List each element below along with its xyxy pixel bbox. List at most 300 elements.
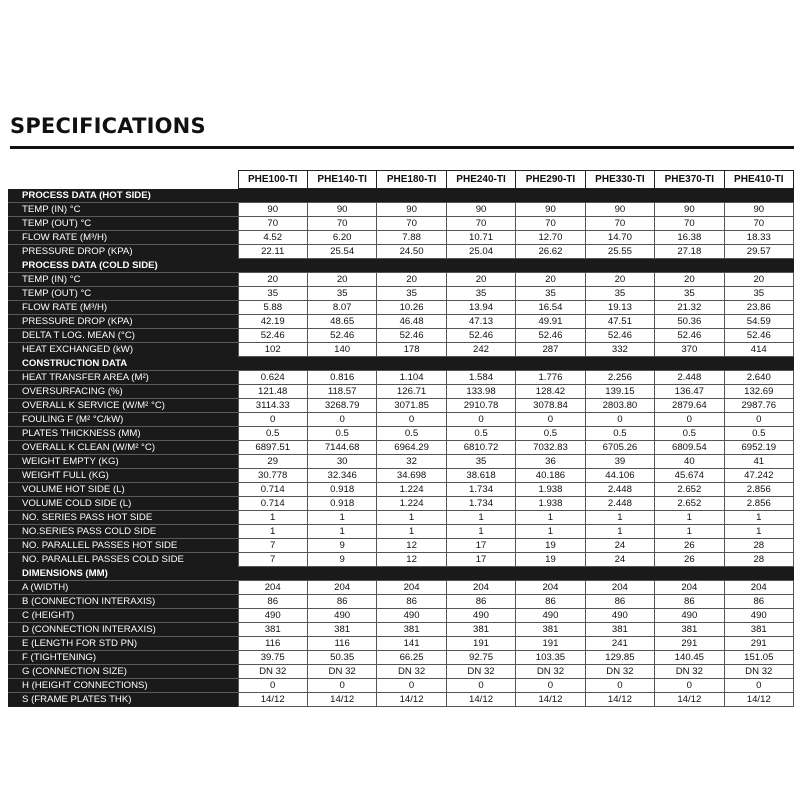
table-cell: 0 [238,413,307,427]
table-cell: 0.5 [307,427,376,441]
table-row [8,497,794,511]
table-cell: 24 [585,539,654,553]
table-row [8,539,794,553]
table-cell: 12 [377,553,446,567]
table-cell: 0.714 [238,483,307,497]
table-cell: 3071.85 [377,399,446,413]
table-cell: 35 [724,287,793,301]
row-label: S (FRAME PLATES THK) [8,693,238,707]
table-cell: 86 [238,595,307,609]
table-cell: 42.19 [238,315,307,329]
table-cell: 9 [307,553,376,567]
row-label: OVERSURFACING (%) [8,385,238,399]
table-cell: DN 32 [655,665,724,679]
table-row [8,427,794,441]
table-cell: 2.640 [724,371,793,385]
table-cell: 0.918 [307,497,376,511]
table-cell: 490 [724,609,793,623]
table-cell: 1 [585,525,654,539]
table-cell: 490 [446,609,515,623]
table-cell: 118.57 [307,385,376,399]
table-body [8,189,794,707]
table-cell: 2.856 [724,483,793,497]
table-cell: 2.652 [655,483,724,497]
table-cell: 41 [724,455,793,469]
table-cell: 0 [585,413,654,427]
table-cell: 20 [516,273,585,287]
table-cell: 86 [307,595,376,609]
table-cell: 24.50 [377,245,446,259]
table-cell: 35 [516,287,585,301]
table-cell: 35 [655,287,724,301]
table-cell: 19.13 [585,301,654,315]
table-cell: 25.04 [446,245,515,259]
table-row [8,385,794,399]
model-column-header: PHE240-TI [446,171,515,189]
table-row [8,399,794,413]
table-cell: 0.5 [724,427,793,441]
table-cell: 28 [724,553,793,567]
table-cell: 14.70 [585,231,654,245]
table-cell: 2.448 [585,483,654,497]
table-cell: 50.35 [307,651,376,665]
table-cell: 90 [724,203,793,217]
row-label: TEMP (IN) °C [8,203,238,217]
table-cell: 204 [655,581,724,595]
table-cell: 103.35 [516,651,585,665]
table-cell: 52.46 [377,329,446,343]
table-cell: 14/12 [585,693,654,707]
table-row [8,553,794,567]
table-cell: 29 [238,455,307,469]
table-cell: 242 [446,343,515,357]
table-row [8,287,794,301]
table-cell: 1 [655,511,724,525]
table-cell: 0.918 [307,483,376,497]
table-cell: 490 [655,609,724,623]
table-cell: DN 32 [307,665,376,679]
table-row [8,441,794,455]
table-cell: 12.70 [516,231,585,245]
table-cell: 0.5 [446,427,515,441]
table-cell: 46.48 [377,315,446,329]
table-cell: 2.256 [585,371,654,385]
table-cell: 35 [238,287,307,301]
table-cell: 1.776 [516,371,585,385]
table-cell: 381 [238,623,307,637]
table-cell: DN 32 [585,665,654,679]
table-cell: 2.652 [655,497,724,511]
row-label: A (WIDTH) [8,581,238,595]
table-cell: 52.46 [307,329,376,343]
table-cell: 90 [307,203,376,217]
model-header-row [8,171,794,189]
table-cell: 86 [724,595,793,609]
row-label: E (LENGTH FOR STD PN) [8,637,238,651]
table-cell: 8.07 [307,301,376,315]
table-cell: 6.20 [307,231,376,245]
table-cell: 4.52 [238,231,307,245]
row-label: FLOW RATE (M³/H) [8,231,238,245]
table-cell: 381 [446,623,515,637]
row-label: NO.SERIES PASS COLD SIDE [8,525,238,539]
table-cell: DN 32 [446,665,515,679]
table-row [8,651,794,665]
table-cell: 66.25 [377,651,446,665]
table-cell: 20 [446,273,515,287]
table-cell: 86 [377,595,446,609]
table-cell: 2987.76 [724,399,793,413]
table-cell: 14/12 [516,693,585,707]
table-cell: 48.65 [307,315,376,329]
table-cell: DN 32 [516,665,585,679]
table-cell: 191 [446,637,515,651]
table-cell: 1 [307,525,376,539]
row-label: NO. PARALLEL PASSES COLD SIDE [8,553,238,567]
table-cell: 1.224 [377,497,446,511]
table-cell: 1 [446,525,515,539]
table-cell: 35 [585,287,654,301]
section-title: PROCESS DATA (HOT SIDE) [8,189,794,203]
table-cell: 0 [377,413,446,427]
table-cell: 2910.78 [446,399,515,413]
table-cell: 52.46 [446,329,515,343]
row-label: NO. SERIES PASS HOT SIDE [8,511,238,525]
table-cell: 1 [307,511,376,525]
table-cell: 381 [377,623,446,637]
table-cell: 70 [724,217,793,231]
table-cell: 6809.54 [655,441,724,455]
table-cell: 7 [238,539,307,553]
table-cell: 20 [307,273,376,287]
table-cell: 35 [307,287,376,301]
table-cell: 25.54 [307,245,376,259]
table-cell: 1.938 [516,497,585,511]
table-cell: 0 [585,679,654,693]
row-label: DELTA T LOG. MEAN (°C) [8,329,238,343]
table-cell: 20 [238,273,307,287]
table-row [8,637,794,651]
table-cell: 7144.68 [307,441,376,455]
table-cell: 86 [585,595,654,609]
table-cell: 1 [377,525,446,539]
table-cell: 20 [724,273,793,287]
table-row [8,623,794,637]
table-cell: 86 [516,595,585,609]
table-cell: 32 [377,455,446,469]
table-cell: 0 [724,413,793,427]
table-cell: 139.15 [585,385,654,399]
row-label: PRESSURE DROP (KPA) [8,245,238,259]
row-label: TEMP (OUT) °C [8,217,238,231]
section-title: CONSTRUCTION DATA [8,357,794,371]
table-cell: 116 [307,637,376,651]
row-label: TEMP (OUT) °C [8,287,238,301]
table-row [8,217,794,231]
table-cell: 140 [307,343,376,357]
table-cell: 50.36 [655,315,724,329]
table-cell: 151.05 [724,651,793,665]
row-label: B (CONNECTION INTERAXIS) [8,595,238,609]
table-row [8,371,794,385]
table-cell: 18.33 [724,231,793,245]
table-cell: 24 [585,553,654,567]
section-title: DIMENSIONS (MM) [8,567,794,581]
table-cell: 52.46 [724,329,793,343]
table-cell: 28 [724,539,793,553]
table-cell: 90 [238,203,307,217]
table-cell: 6810.72 [446,441,515,455]
table-cell: 1.734 [446,483,515,497]
table-cell: 0 [307,413,376,427]
table-cell: 14/12 [446,693,515,707]
table-cell: 0.5 [516,427,585,441]
row-label: D (CONNECTION INTERAXIS) [8,623,238,637]
row-label: HEAT TRANSFER AREA (M²) [8,371,238,385]
table-cell: 92.75 [446,651,515,665]
table-cell: 191 [516,637,585,651]
table-cell: 47.51 [585,315,654,329]
table-cell: 6705.26 [585,441,654,455]
row-label: TEMP (IN) °C [8,273,238,287]
table-row [8,581,794,595]
table-header [8,171,794,189]
row-label: FLOW RATE (M³/H) [8,301,238,315]
table-cell: 0.5 [377,427,446,441]
row-label: VOLUME HOT SIDE (L) [8,483,238,497]
table-cell: 7 [238,553,307,567]
table-cell: 1 [585,511,654,525]
table-cell: 490 [516,609,585,623]
table-cell: 36 [516,455,585,469]
table-cell: 17 [446,553,515,567]
table-cell: 0.5 [585,427,654,441]
table-cell: 90 [585,203,654,217]
table-cell: 30 [307,455,376,469]
table-cell: 141 [377,637,446,651]
table-cell: 204 [377,581,446,595]
table-cell: 21.32 [655,301,724,315]
table-cell: 332 [585,343,654,357]
table-cell: 0 [724,679,793,693]
table-cell: 2879.64 [655,399,724,413]
row-label: PLATES THICKNESS (MM) [8,427,238,441]
table-cell: 2.448 [585,497,654,511]
table-cell: 1 [446,511,515,525]
table-cell: 0 [446,679,515,693]
table-cell: 20 [377,273,446,287]
table-cell: 16.38 [655,231,724,245]
row-label: WEIGHT FULL (KG) [8,469,238,483]
table-cell: 54.59 [724,315,793,329]
table-cell: 1.938 [516,483,585,497]
table-row [8,511,794,525]
table-cell: 52.46 [238,329,307,343]
table-row [8,315,794,329]
table-cell: 70 [655,217,724,231]
table-cell: 20 [585,273,654,287]
table-cell: 30.778 [238,469,307,483]
table-cell: 1 [516,511,585,525]
table-cell: 34.698 [377,469,446,483]
table-cell: 10.71 [446,231,515,245]
table-cell: 35 [377,287,446,301]
table-cell: 0.714 [238,497,307,511]
row-label: FOULING F (M² °C/kW) [8,413,238,427]
table-cell: 1.224 [377,483,446,497]
model-column-header: PHE410-TI [724,171,793,189]
table-cell: 12 [377,539,446,553]
table-cell: 22.11 [238,245,307,259]
table-cell: 0 [655,413,724,427]
table-row [8,231,794,245]
table-cell: 19 [516,539,585,553]
table-cell: 20 [655,273,724,287]
table-cell: 241 [585,637,654,651]
table-row [8,301,794,315]
table-cell: 26.62 [516,245,585,259]
table-cell: 19 [516,553,585,567]
table-cell: 291 [655,637,724,651]
table-cell: 0 [446,413,515,427]
page-title: SPECIFICATIONS [10,114,206,138]
table-cell: 3268.79 [307,399,376,413]
table-cell: 204 [585,581,654,595]
model-column-header: PHE330-TI [585,171,654,189]
table-cell: 490 [307,609,376,623]
table-cell: 414 [724,343,793,357]
table-cell: 40 [655,455,724,469]
table-cell: 14/12 [724,693,793,707]
table-cell: 204 [307,581,376,595]
table-cell: 129.85 [585,651,654,665]
table-cell: 86 [446,595,515,609]
table-row [8,469,794,483]
table-cell: 47.13 [446,315,515,329]
table-cell: 128.42 [516,385,585,399]
table-cell: 1 [724,525,793,539]
table-cell: 132.69 [724,385,793,399]
table-cell: 14/12 [377,693,446,707]
row-label: OVERALL K SERVICE (W/M² °C) [8,399,238,413]
table-cell: 204 [724,581,793,595]
table-cell: 490 [238,609,307,623]
table-cell: 1.104 [377,371,446,385]
table-row [8,483,794,497]
table-cell: 90 [516,203,585,217]
section-header-row [8,567,794,581]
table-cell: 5.88 [238,301,307,315]
row-label: OVERALL K CLEAN (W/M² °C) [8,441,238,455]
header-corner-cell [8,171,238,189]
model-column-header: PHE370-TI [655,171,724,189]
table-cell: 1 [377,511,446,525]
table-cell: 2803.80 [585,399,654,413]
section-header-row [8,259,794,273]
table-cell: 39 [585,455,654,469]
table-cell: 9 [307,539,376,553]
table-cell: 381 [516,623,585,637]
table-cell: 0 [307,679,376,693]
table-cell: 1 [238,525,307,539]
table-cell: 1 [655,525,724,539]
table-cell: 70 [377,217,446,231]
row-label: PRESSURE DROP (KPA) [8,315,238,329]
table-cell: 44.106 [585,469,654,483]
specifications-table [8,170,794,707]
table-cell: 0 [516,413,585,427]
table-cell: 0.816 [307,371,376,385]
model-column-header: PHE100-TI [238,171,307,189]
table-row [8,273,794,287]
table-cell: 291 [724,637,793,651]
row-label: HEAT EXCHANGED (kW) [8,343,238,357]
table-cell: 140.45 [655,651,724,665]
table-cell: 1 [724,511,793,525]
table-cell: 6952.19 [724,441,793,455]
table-cell: 102 [238,343,307,357]
model-column-header: PHE180-TI [377,171,446,189]
table-row [8,329,794,343]
table-cell: 29.57 [724,245,793,259]
table-cell: 178 [377,343,446,357]
table-cell: 490 [585,609,654,623]
table-cell: 17 [446,539,515,553]
table-cell: 204 [446,581,515,595]
table-cell: 70 [516,217,585,231]
table-cell: 70 [585,217,654,231]
table-cell: 70 [238,217,307,231]
table-cell: 26 [655,553,724,567]
table-cell: 14/12 [655,693,724,707]
table-cell: 381 [724,623,793,637]
table-cell: 1.584 [446,371,515,385]
table-row [8,455,794,469]
table-cell: 49.91 [516,315,585,329]
table-cell: 7.88 [377,231,446,245]
table-cell: 32.346 [307,469,376,483]
table-cell: 40.186 [516,469,585,483]
table-row [8,525,794,539]
table-cell: 381 [307,623,376,637]
table-cell: 1 [516,525,585,539]
table-cell: 90 [377,203,446,217]
table-cell: 287 [516,343,585,357]
row-label: NO. PARALLEL PASSES HOT SIDE [8,539,238,553]
table-cell: 86 [655,595,724,609]
table-row [8,413,794,427]
table-cell: 39.75 [238,651,307,665]
table-cell: 52.46 [516,329,585,343]
table-cell: 2.856 [724,497,793,511]
table-cell: 490 [377,609,446,623]
section-header-row [8,189,794,203]
table-cell: 0 [516,679,585,693]
table-cell: 116 [238,637,307,651]
table-cell: 13.94 [446,301,515,315]
table-cell: DN 32 [238,665,307,679]
row-label: VOLUME COLD SIDE (L) [8,497,238,511]
table-cell: 45.674 [655,469,724,483]
table-cell: 25.55 [585,245,654,259]
table-cell: 381 [655,623,724,637]
table-cell: 35 [446,455,515,469]
table-cell: 0 [377,679,446,693]
table-row [8,203,794,217]
table-cell: 0 [655,679,724,693]
table-cell: 26 [655,539,724,553]
table-row [8,245,794,259]
